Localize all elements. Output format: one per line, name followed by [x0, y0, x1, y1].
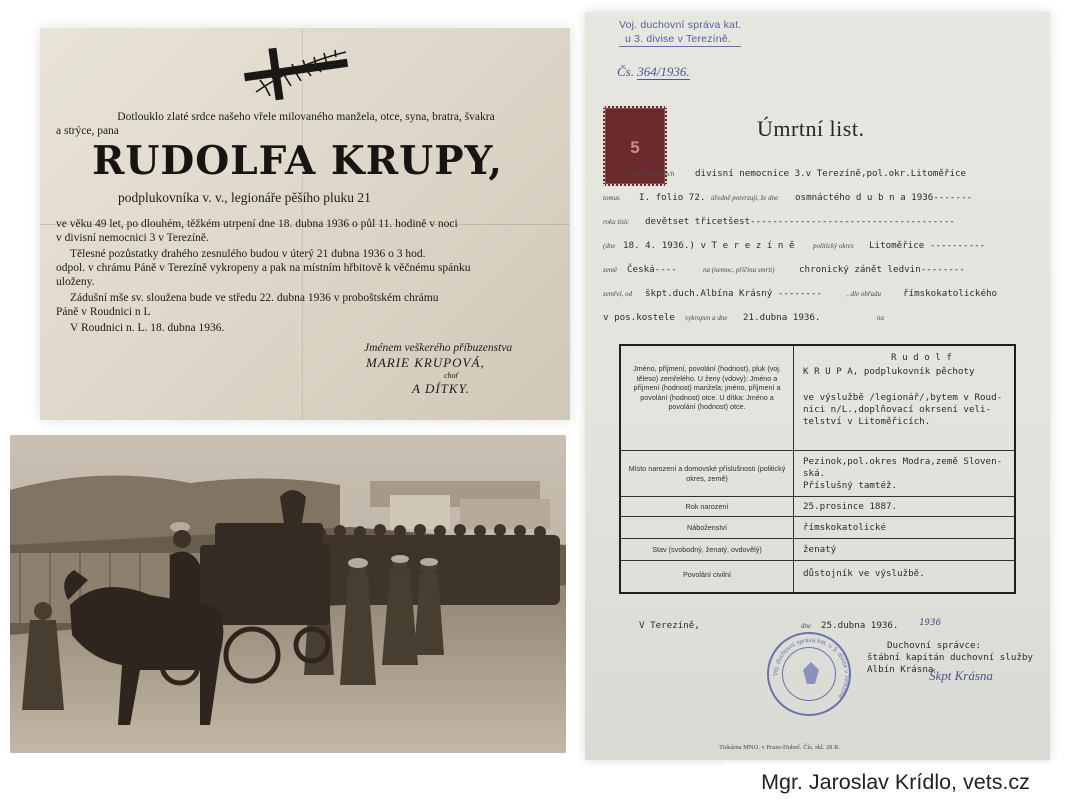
seal-lettering [769, 634, 853, 718]
table-divider [793, 346, 794, 592]
form-value: 18. 4. 1936.) v T e r e z í n ě [623, 240, 795, 251]
table-row-divider [621, 496, 1014, 497]
obituary-place-date: V Roudnici n. L. 18. dubna 1936. [70, 322, 225, 334]
form-label: , dle obřadu [847, 290, 882, 298]
table-row-divider [621, 450, 1014, 451]
form-label: na (nemoc, příčina smrti) [703, 266, 775, 274]
table-row-divider [621, 538, 1014, 539]
obituary-remains-1: Tělesné pozůstatky drahého zesnulého budou v úterý 21 dubna 1936 o 3 hod. [70, 248, 426, 260]
cross-with-palm-icon [236, 44, 356, 104]
closing-dne: dne [801, 622, 812, 630]
deceased-rank: podplukovníka v. v., legionáře pěšího pluku 21 [118, 190, 371, 205]
certificate-number-prefix: Čs. [617, 64, 634, 79]
obituary-on-behalf: Jménem veškerého příbuzenstva [364, 342, 513, 354]
funeral-procession-photo [10, 435, 566, 753]
obituary-notice [40, 28, 570, 420]
form-label: knihy zemřelých [629, 170, 675, 178]
table-label-marital: Stav (svobodný, ženatý, ovdovělý) [652, 545, 762, 554]
form-label: politický okres [813, 242, 854, 250]
form-label: (dne [603, 242, 616, 250]
form-value: škpt.duch.Albína Krásný -------- [645, 288, 823, 299]
table-row-divider [621, 516, 1014, 517]
obituary-mass-2: Páně v Roudnici n L [56, 306, 151, 318]
form-value: 21.dubna 1936. [743, 312, 821, 323]
seal-text: Voj. duchovní správa kat. u 3. divise v Terezíně [771, 636, 851, 700]
table-value-occupation: důstojník ve výslužbě. [803, 568, 925, 579]
table-row-divider [621, 560, 1014, 561]
form-label: úředně potvrzuji, že dne [711, 194, 779, 202]
form-label: roku tisíc [603, 218, 629, 226]
table-value-birthplace: ská. [803, 468, 826, 479]
obituary-intro-1: Dotlouklo zlaté srdce našeho vřele milovaného manžela, otce, syna, bratra, švakra [117, 111, 495, 123]
table-value-name: K R U P A, podplukovník pěchoty [803, 366, 975, 377]
table-value-marital: ženatý [803, 544, 837, 555]
closing-place: V Terezíně, [639, 620, 700, 631]
certificate-title: Úmrtní list. [757, 116, 865, 141]
table-label-occupation: Povolání civilní [683, 570, 731, 579]
widow-name: MARIE KRUPOVÁ, [366, 355, 485, 370]
widow-role: choť [444, 371, 459, 380]
table-label-religion: Náboženství [687, 523, 727, 532]
personal-data-table [619, 344, 1016, 594]
deceased-name: RUDOLFA KRUPY, [92, 138, 503, 184]
form-label: zemřel, od [603, 290, 633, 298]
table-value-name: R u d o l f [891, 352, 952, 363]
obituary-death-2: v divisní nemocnici 3 v Terezíně. [56, 232, 209, 244]
form-value: římskokatolického [903, 288, 998, 299]
table-label-name: Jméno, příjmení, povolání (hodnost), pluk (voj. těleso) zemřelého. U ženy (vdovy): Jméno a příjmení (hodnost) manžela; jméno, příjmení a povolání (hodnost) otce. U dítka: Jméno a povolání (hodnost) otce. [633, 364, 781, 411]
issuer-stamp [619, 18, 741, 47]
table-value-birthplace: Příslušný tamtéž. [803, 480, 898, 491]
form-value: v pos.kostele [603, 312, 675, 323]
death-certificate [585, 12, 1050, 760]
revenue-stamp-value: 5 [630, 138, 640, 157]
form-label: země [603, 266, 617, 274]
clergy-rank: štábní kapitán duchovní služby [867, 652, 1033, 663]
closing-date: 25.dubna 1936. [821, 620, 899, 631]
form-value: Česká---- [627, 264, 677, 275]
form-label: vykropen a dne [685, 314, 728, 322]
form-label: na [877, 314, 884, 322]
clergy-name: Albín Krásna [867, 664, 934, 675]
closing-year-correction: 1936 [919, 617, 942, 628]
form-value: I. folio 72. [639, 192, 706, 203]
issuer-stamp-line: Voj. duchovní správa kat. [619, 19, 742, 31]
table-value-birth-year: 25.prosince 1887. [803, 501, 898, 512]
printer-imprint: Tiskárna MNO. v Praze-Dubeč. Čís. skl. 28 R. [719, 744, 841, 751]
children-label: A DÍTKY. [412, 381, 470, 396]
form-label: tomus [603, 194, 620, 202]
funeral-procession-image [10, 435, 566, 753]
photo-credit: Mgr. Jaroslav Krídlo, vets.cz [724, 764, 1067, 800]
table-value-name: nici n/L.,doplňovací okrsení veli- [803, 404, 992, 415]
obituary-remains-2: odpol. v chrámu Páně v Terezíně vykropeny a pak na místním hřbitově k věčnému spánku [56, 262, 471, 274]
table-value-birthplace: Pezinok,pol.okres Modra,země Sloven- [803, 456, 1003, 467]
table-label-birthplace: Místo narození a domovské příslušnosti (politický okres, země) [628, 464, 786, 483]
official-seal-icon [767, 632, 851, 716]
table-value-religion: římskokatolické [803, 522, 886, 533]
handwritten-signature: Škpt Krásna [929, 668, 993, 683]
form-value: chronický zánět ledvin-------- [799, 264, 965, 275]
obituary-death-1: ve věku 49 let, po dlouhém, těžkém utrpení dne 18. dubna 1936 o půl 11. hodině v noci [56, 218, 458, 230]
clergy-title: Duchovní správce: [887, 640, 982, 651]
issuer-stamp-line: u 3. divise v Terezíně. [619, 32, 741, 47]
certificate-number-value: 364/1936. [637, 64, 690, 79]
obituary-intro-2: a strýce, pana [56, 125, 119, 137]
form-value: osmnáctého d u b n a 1936------- [795, 192, 973, 203]
form-value: divisní nemocnice 3.v Terezíně,pol.okr.Litoměřice [695, 168, 967, 179]
table-value-name: ve výslužbě /legionář/,bytem v Roud- [803, 392, 1003, 403]
form-value: Litoměřice ---------- [869, 240, 986, 251]
obituary-mass-1: Zádušní mše sv. sloužena bude ve středu 22. dubna 1936 v proboštském chrámu [70, 292, 439, 304]
form-value: devětset třicetšest------------------------------------- [645, 216, 955, 227]
table-label-birth-year: Rok narození [685, 502, 729, 511]
obituary-remains-3: uloženy. [56, 276, 95, 288]
certificate-number [617, 64, 690, 80]
table-value-name: telství v Litoměřicích. [803, 416, 931, 427]
